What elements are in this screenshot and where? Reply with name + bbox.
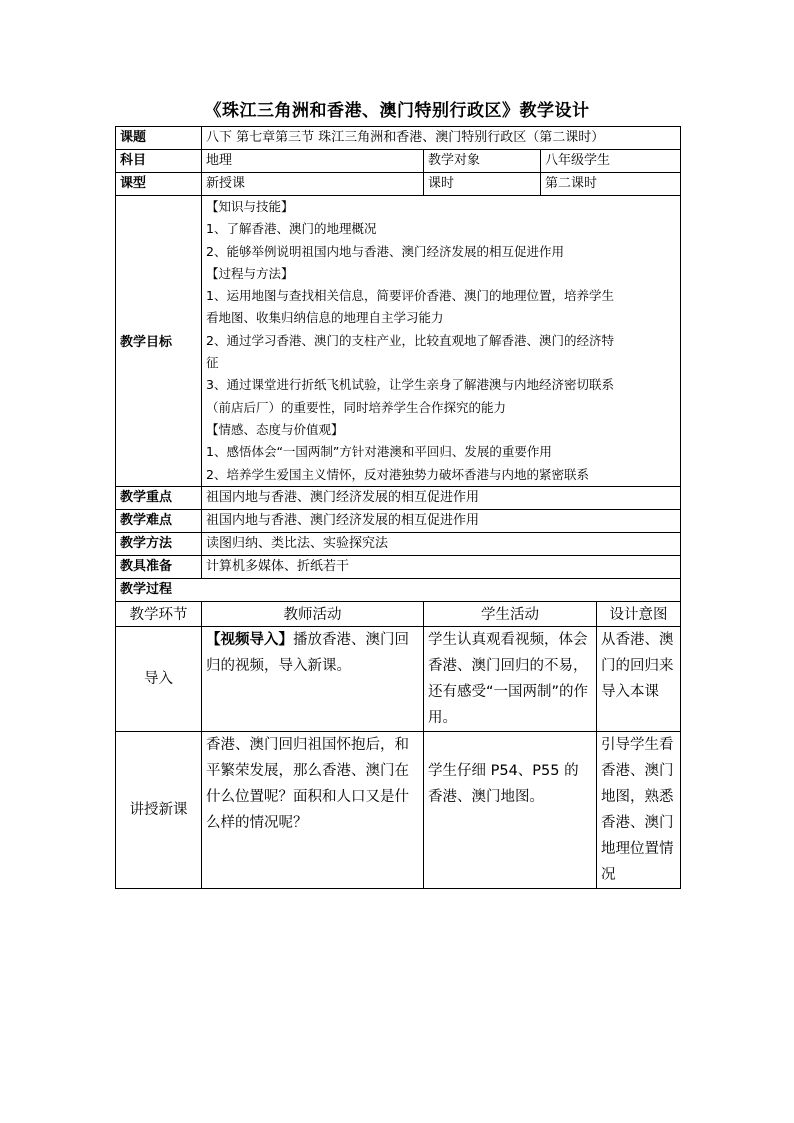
goals-line: （前店后厂）的重要性，同时培养学生合作探究的能力: [206, 399, 507, 415]
goals-line: 2、通过学习香港、澳门的支柱产业，比较直观地了解香港、澳门的经济特: [206, 332, 614, 348]
header-teacher: 教师活动: [202, 601, 424, 626]
course-value: 八下 第七章第三节 珠江三角洲和香港、澳门特别行政区（第二课时）: [202, 127, 681, 150]
row-subject: [116, 150, 681, 173]
row-tools: [116, 555, 681, 578]
course-label: 课题: [116, 127, 202, 150]
lesson-plan-table: [115, 126, 681, 889]
goals-label: 教学目标: [116, 196, 202, 487]
student-cell: 学生仔细 P54、P55 的香港、澳门地图。: [424, 731, 597, 888]
process-header-row: [116, 601, 681, 626]
process-label: 教学过程: [116, 578, 681, 601]
page-title: 《珠江三角洲和香港、澳门特别行政区》教学设计: [204, 101, 590, 121]
method-label: 教学方法: [116, 532, 202, 555]
teacher-cell: [202, 731, 424, 888]
goals-line: 征: [206, 355, 219, 371]
goals-line: 【知识与技能】: [206, 199, 294, 214]
audience-value: 八年级学生: [541, 150, 681, 173]
row-difficulty: [116, 509, 681, 532]
teacher-cell: [202, 626, 424, 731]
tools-label: 教具准备: [116, 555, 202, 578]
teacher-text: 香港、澳门回归祖国怀抱后，和平繁荣发展，那么香港、澳门在什么位置呢？面积和人口又是什么样的情况呢？: [206, 736, 409, 831]
header-intent: 设计意图: [597, 601, 681, 626]
audience-label: 教学对象: [424, 150, 541, 173]
key-point-value: 祖国内地与香港、澳门经济发展的相互促进作用: [202, 486, 681, 509]
goals-line: 1、感悟体会“一国两制”方针对港澳和平回归、发展的重要作用: [206, 444, 552, 460]
process-row-lecture: [116, 731, 681, 888]
process-row-intro: [116, 626, 681, 731]
difficulty-value: 祖国内地与香港、澳门经济发展的相互促进作用: [202, 509, 681, 532]
row-type: [116, 173, 681, 196]
tools-value: 计算机多媒体、折纸若干: [202, 555, 681, 578]
teacher-bold-tag: 【视频导入】: [206, 631, 293, 648]
row-goals: [116, 196, 681, 487]
goals-line: 1、运用地图与查找相关信息，简要评价香港、澳门的地理位置，培养学生: [206, 288, 614, 304]
student-cell: 学生认真观看视频，体会香港、澳门回归的不易，还有感受“一国两制”的作用。: [424, 626, 597, 731]
row-method: [116, 532, 681, 555]
subject-value: 地理: [202, 150, 424, 173]
row-process-label: [116, 578, 681, 601]
row-key-point: [116, 486, 681, 509]
goals-line: 2、培养学生爱国主义情怀，反对港独势力破坏香港与内地的紧密联系: [206, 466, 589, 482]
stage-cell: 讲授新课: [116, 731, 202, 888]
goals-line: 看地图、收集归纳信息的地理自主学习能力: [206, 310, 444, 326]
goals-line: 3、通过课堂进行折纸飞机试验，让学生亲身了解港澳与内地经济密切联系: [206, 377, 614, 393]
teacher-text: 播放香港、澳门回归的视频，导入新课。: [206, 631, 409, 674]
intent-cell: 引导学生看香港、澳门地图，熟悉香港、澳门地理位置情况: [597, 731, 681, 888]
row-course: [116, 127, 681, 150]
header-stage: 教学环节: [116, 601, 202, 626]
stage-cell: 导入: [116, 626, 202, 731]
goals-line: 【过程与方法】: [206, 265, 294, 281]
intent-cell: 从香港、澳门的回归来导入本课: [597, 626, 681, 731]
difficulty-label: 教学难点: [116, 509, 202, 532]
period-label: 课时: [424, 173, 541, 196]
key-point-label: 教学重点: [116, 486, 202, 509]
goals-line: 2、能够举例说明祖国内地与香港、澳门经济发展的相互促进作用: [206, 243, 564, 259]
header-student: 学生活动: [424, 601, 597, 626]
type-label: 课型: [116, 173, 202, 196]
type-value: 新授课: [202, 173, 424, 196]
method-value: 读图归纳、类比法、实验探究法: [202, 532, 681, 555]
goals-line: 【情感、态度与价值观】: [206, 421, 344, 437]
goals-content: [202, 196, 681, 487]
period-value: 第二课时: [541, 173, 681, 196]
goals-line: 1、了解香港、澳门的地理概况: [206, 221, 377, 237]
subject-label: 科目: [116, 150, 202, 173]
